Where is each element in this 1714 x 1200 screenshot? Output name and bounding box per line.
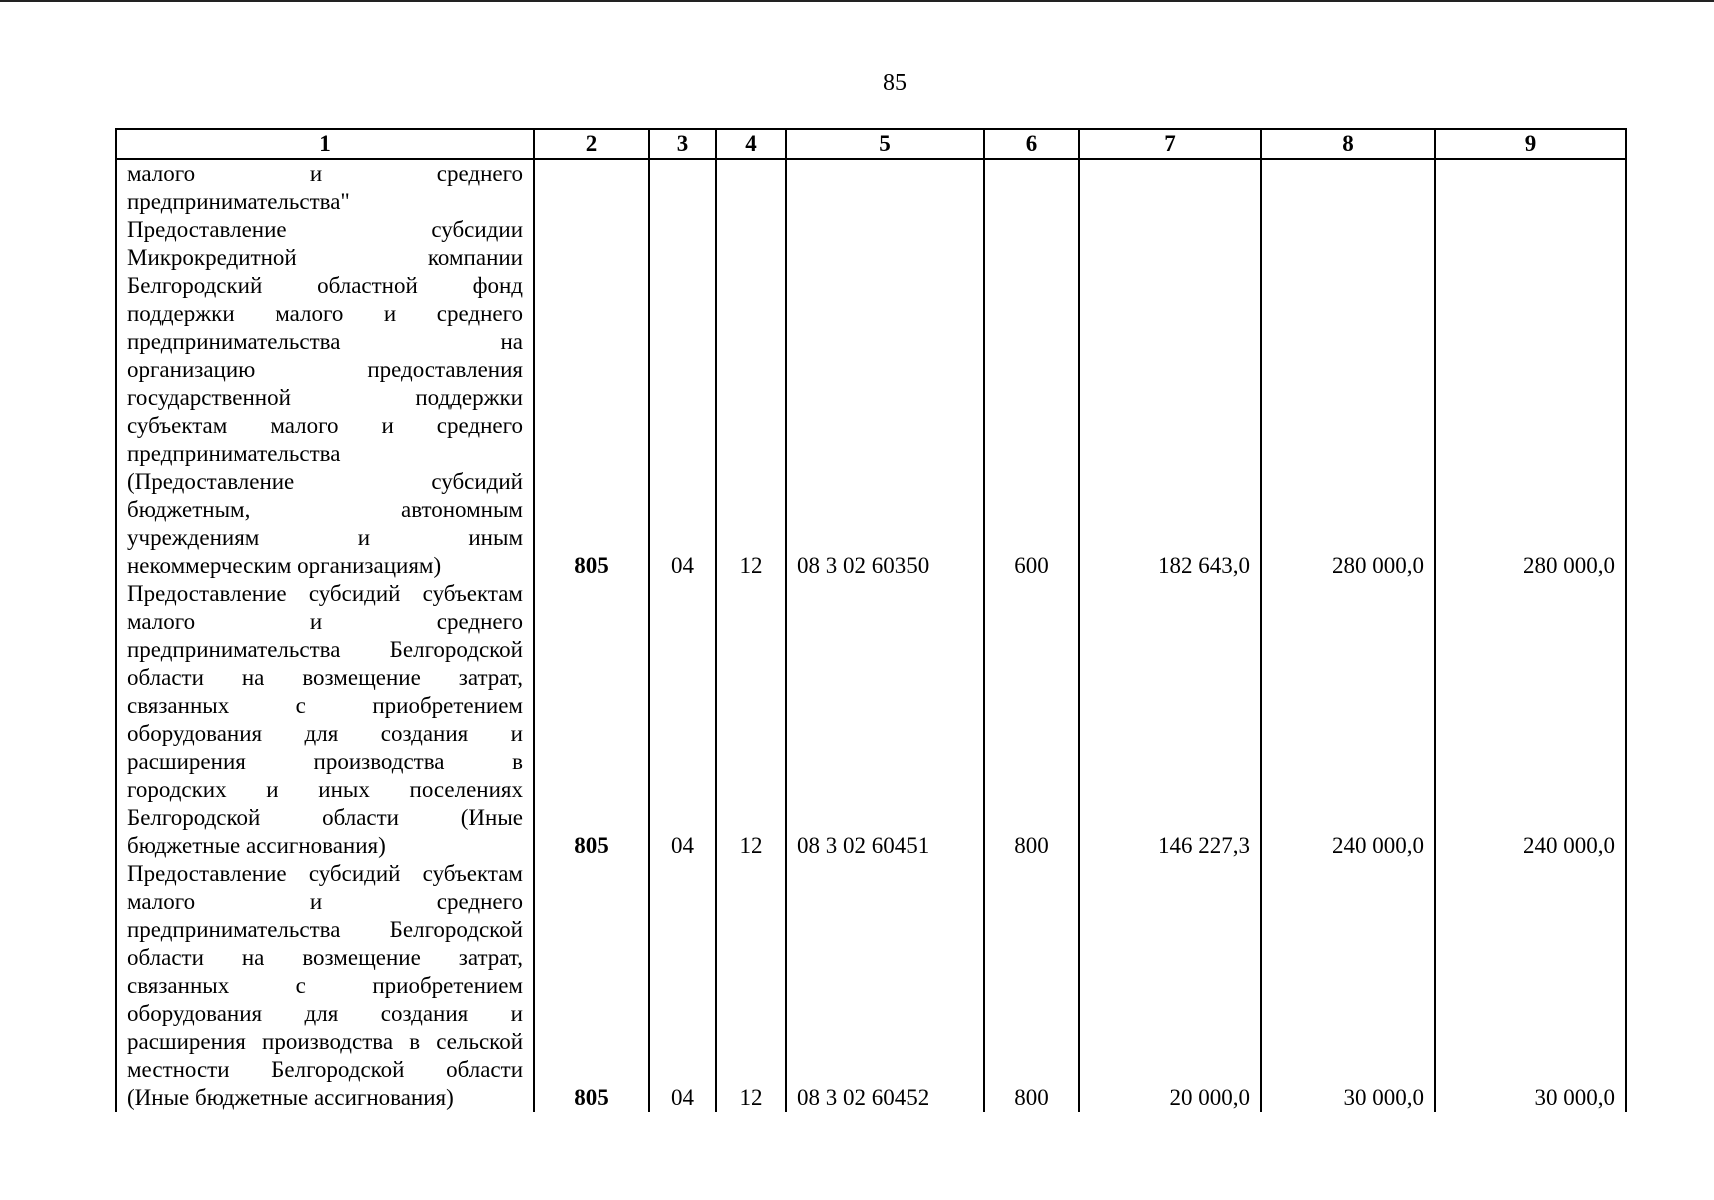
description-line: Предоставление субсидий субъектам [127, 581, 523, 606]
header-col-6: 6 [984, 129, 1079, 159]
description-line: некоммерческим организациям) [127, 553, 442, 578]
header-col-8: 8 [1261, 129, 1435, 159]
subsection-code [716, 159, 786, 216]
budget-table [115, 128, 1627, 1112]
header-col-4: 4 [716, 129, 786, 159]
amount-col-7: 20 000,0 [1079, 860, 1261, 1112]
description-line: бюджетные ассигнования) [127, 833, 386, 858]
subsection-code: 12 [716, 580, 786, 860]
description-line: (Иные бюджетные ассигнования) [127, 1085, 454, 1110]
row-description [116, 159, 534, 216]
description-line: Белгородской области (Иные [127, 805, 523, 830]
table-row [116, 216, 1626, 580]
header-col-5: 5 [786, 129, 984, 159]
target-article-code: 08 3 02 60451 [786, 580, 984, 860]
scan-top-edge [0, 0, 1714, 2]
description-line: расширения производства в [127, 749, 523, 774]
amount-col-9 [1435, 159, 1626, 216]
description-line: местности Белгородской области [127, 1057, 523, 1082]
header-col-1: 1 [116, 129, 534, 159]
description-line: предпринимательства на [127, 329, 523, 354]
expense-type-code: 600 [984, 216, 1079, 580]
description-line: малого и среднего [127, 889, 523, 914]
description-line: связанных с приобретением [127, 973, 523, 998]
amount-col-7: 146 227,3 [1079, 580, 1261, 860]
page-number: 85 [883, 70, 907, 96]
table-row [116, 580, 1626, 860]
header-col-7: 7 [1079, 129, 1261, 159]
description-line: предпринимательства [127, 441, 341, 466]
section-code: 04 [649, 580, 716, 860]
target-article-code [786, 159, 984, 216]
description-line: расширения производства в сельской [127, 1029, 523, 1054]
header-col-2: 2 [534, 129, 649, 159]
description-line: городских и иных поселениях [127, 777, 523, 802]
header-col-9: 9 [1435, 129, 1626, 159]
description-line: Белгородский областной фонд [127, 273, 523, 298]
description-line: предпринимательства Белгородской [127, 917, 523, 942]
amount-col-8: 240 000,0 [1261, 580, 1435, 860]
amount-col-8: 280 000,0 [1261, 216, 1435, 580]
section-code [649, 159, 716, 216]
expense-type-code: 800 [984, 860, 1079, 1112]
amount-col-8: 30 000,0 [1261, 860, 1435, 1112]
description-line: малого и среднего [127, 161, 523, 186]
description-line: оборудования для создания и [127, 721, 523, 746]
expense-type-code: 800 [984, 580, 1079, 860]
amount-col-9: 30 000,0 [1435, 860, 1626, 1112]
subsection-code: 12 [716, 860, 786, 1112]
row-description [116, 216, 534, 580]
description-line: учреждениям и иным [127, 525, 523, 550]
amount-col-9: 240 000,0 [1435, 580, 1626, 860]
description-line: Микрокредитной компании [127, 245, 523, 270]
ministry-code: 805 [534, 860, 649, 1112]
description-line: предпринимательства Белгородской [127, 637, 523, 662]
header-col-3: 3 [649, 129, 716, 159]
section-code: 04 [649, 216, 716, 580]
description-line: (Предоставление субсидий [127, 469, 523, 494]
amount-col-7: 182 643,0 [1079, 216, 1261, 580]
header-row [116, 129, 1626, 159]
amount-col-7 [1079, 159, 1261, 216]
description-line: связанных с приобретением [127, 693, 523, 718]
section-code: 04 [649, 860, 716, 1112]
description-line: Предоставление субсидии [127, 217, 523, 242]
description-line: предпринимательства" [127, 189, 350, 214]
amount-col-8 [1261, 159, 1435, 216]
target-article-code: 08 3 02 60350 [786, 216, 984, 580]
description-line: оборудования для создания и [127, 1001, 523, 1026]
budget-table-sheet [115, 128, 1625, 1112]
description-line: субъектам малого и среднего [127, 413, 523, 438]
table-row [116, 860, 1626, 1112]
description-line: малого и среднего [127, 609, 523, 634]
ministry-code: 805 [534, 216, 649, 580]
target-article-code: 08 3 02 60452 [786, 860, 984, 1112]
table-row [116, 159, 1626, 216]
expense-type-code [984, 159, 1079, 216]
description-line: государственной поддержки [127, 385, 523, 410]
amount-col-9: 280 000,0 [1435, 216, 1626, 580]
row-description [116, 580, 534, 860]
row-description [116, 860, 534, 1112]
subsection-code: 12 [716, 216, 786, 580]
description-line: Предоставление субсидий субъектам [127, 861, 523, 886]
ministry-code: 805 [534, 580, 649, 860]
description-line: организацию предоставления [127, 357, 523, 382]
description-line: области на возмещение затрат, [127, 945, 523, 970]
table-body [116, 159, 1626, 1112]
description-line: области на возмещение затрат, [127, 665, 523, 690]
description-line: поддержки малого и среднего [127, 301, 523, 326]
description-line: бюджетным, автономным [127, 497, 523, 522]
ministry-code [534, 159, 649, 216]
